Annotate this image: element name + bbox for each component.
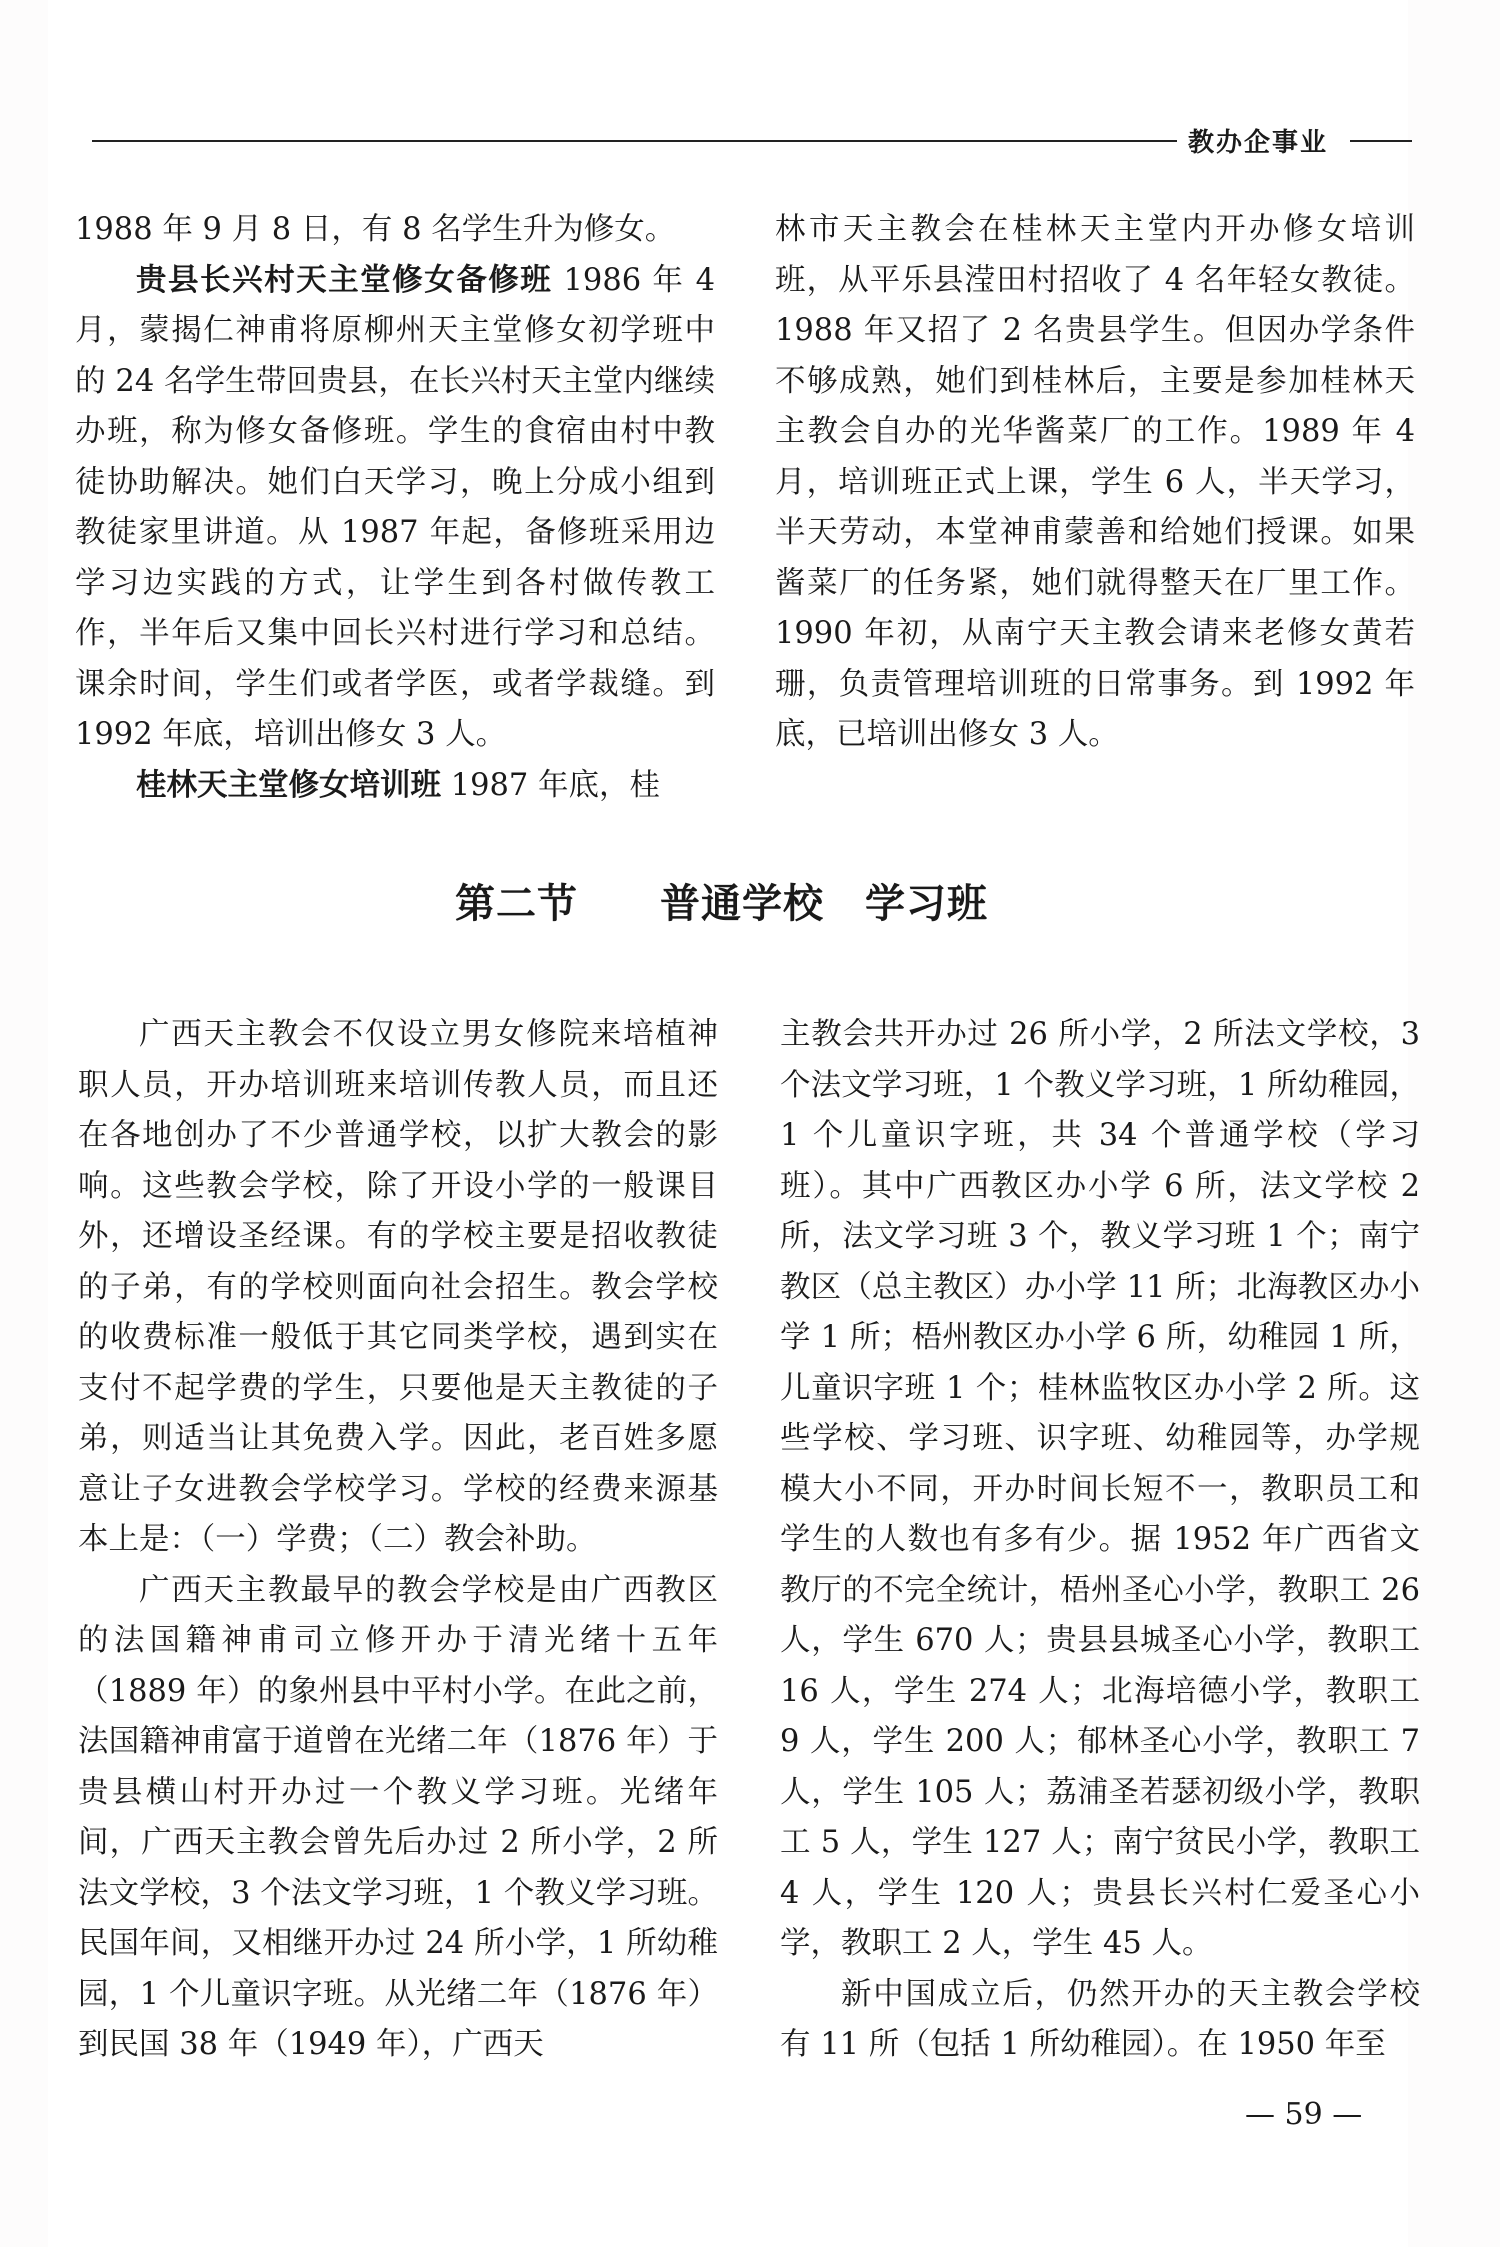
paragraph-continuation — [775, 205, 1415, 761]
paragraph-subsection — [75, 256, 715, 761]
paragraph — [780, 1970, 1420, 2071]
subsection-heading: 贵县长兴村天主堂修女备修班 — [136, 262, 553, 298]
paragraph-text: 主教会共开办过 26 所小学，2 所法文学校，3 个法文学习班，1 个教义学习班，1 所幼稚园，1 个儿童识字班，共 34 个普通学校（学习班）。其中广西教区办小学 6 所，法文学校 2 所，法文学习班 3 个，教义学习班 1 个；南宁教区（总主教区）办小学 11 所；北海教区办小学 1 所；梧州教区办小学 6 所，幼稚园 1 所，儿童识字班 1 个；桂林监牧区办小学 2 所。这些学校、学习班、识字班、幼稚园等，办学规模大小不同，开办时间长短不一，教职员工和学生的人数也有多有少。据 1952 年广西省文教厅的不完全统计，梧州圣心小学，教职工 26 人，学生 670 人；贵县县城圣心小学，教职工 16 人，学生 274 人；北海培德小学，教职工 9 人，学生 200 人；郁林圣心小学，教职工 7 人，学生 105 人；荔浦圣若瑟初级小学，教职工 5 人，学生 127 人；南宁贫民小学，教职工 4 人，学生 120 人；贵县长兴村仁爱圣心小学，教职工 2 人，学生 45 人。 — [780, 1017, 1420, 1961]
bottom-left-column — [78, 1010, 718, 2071]
header-rule-right — [1350, 140, 1412, 142]
paragraph — [78, 1010, 718, 1566]
paragraph-text: 广西天主教会不仅设立男女修院来培植神职人员，开办培训班来培训传教人员，而且还在各地创办了不少普通学校，以扩大教会的影响。这些教会学校，除了开设小学的一般课目外，还增设圣经课。有的学校主要是招收教徒的子弟，有的学校则面向社会招生。教会学校的收费标准一般低于其它同类学校，遇到实在支付不起学费的学生，只要他是天主教徒的子弟，则适当让其免费入学。因此，老百姓多愿意让子女进教会学校学习。学校的经费来源基本上是：（一）学费；（二）教会补助。 — [78, 1017, 718, 1557]
paragraph-subsection — [75, 761, 715, 812]
paragraph-continuation — [780, 1010, 1420, 1970]
top-right-column — [775, 205, 1415, 761]
paragraph-text: 1986 年 4 月，蒙揭仁神甫将原柳州天主堂修女初学班中的 24 名学生带回贵县，在长兴村天主堂内继续办班，称为修女备修班。学生的食宿由村中教徒协助解决。她们白天学习，晚上分成小组到教徒家里讲道。从 1987 年起，备修班采用边学习边实践的方式，让学生到各村做传教工作，半年后又集中回长兴村进行学习和总结。课余时间，学生们或者学医，或者学裁缝。到 1992 年底，培训出修女 3 人。 — [75, 262, 715, 752]
paragraph-text: 1987 年底，桂 — [441, 767, 661, 803]
paragraph-text: 1988 年 9 月 8 日，有 8 名学生升为修女。 — [75, 212, 676, 247]
paragraph-continuation — [75, 205, 715, 256]
bottom-right-column — [780, 1010, 1420, 2071]
section-title: 第二节 普通学校 学习班 — [455, 881, 988, 927]
running-head: 教办企事业 — [1188, 128, 1329, 158]
subsection-heading: 桂林天主堂修女培训班 — [136, 767, 441, 803]
page-number: — 59 — — [1245, 2097, 1363, 2132]
paragraph-text: 林市天主教会在桂林天主堂内开办修女培训班，从平乐县滢田村招收了 4 名年轻女教徒。1988 年又招了 2 名贵县学生。但因办学条件不够成熟，她们到桂林后，主要是参加桂林天主教会自办的光华酱菜厂的工作。1989 年 4 月，培训班正式上课，学生 6 人，半天学习，半天劳动，本堂神甫蒙善和给她们授课。如果酱菜厂的任务紧，她们就得整天在厂里工作。1990 年初，从南宁天主教会请来老修女黄若珊，负责管理培训班的日常事务。到 1992 年底，已培训出修女 3 人。 — [775, 212, 1415, 752]
paragraph-text: 新中国成立后，仍然开办的天主教会学校有 11 所（包括 1 所幼稚园）。在 1950 年至 — [780, 1976, 1420, 2062]
header-rule-left — [92, 140, 1177, 142]
paragraph-text: 广西天主教最早的教会学校是由广西教区的法国籍神甫司立修开办于清光绪十五年（1889 年）的象州县中平村小学。在此之前，法国籍神甫富于道曾在光绪二年（1876 年）于贵县横山村开办过一个教义学习班。光绪年间，广西天主教会曾先后办过 2 所小学，2 所法文学校，3 个法文学习班，1 个教义学习班。民国年间，又相继开办过 24 所小学，1 所幼稚园，1 个儿童识字班。从光绪二年（1876 年）到民国 38 年（1949 年），广西天 — [78, 1572, 718, 2062]
paragraph — [78, 1566, 718, 2071]
top-left-column — [75, 205, 715, 811]
